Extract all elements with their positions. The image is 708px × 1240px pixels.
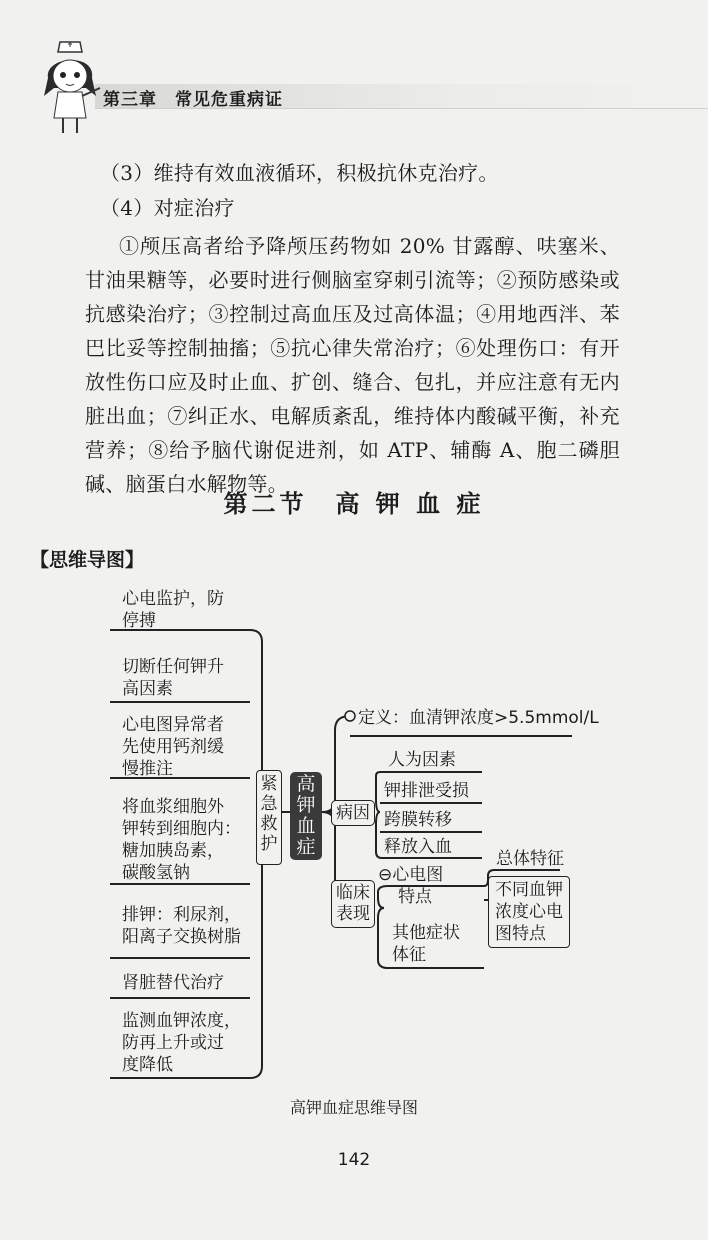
chapter-title: 第三章 常见危重病证 <box>103 90 283 110</box>
emergency-care-node: 紧 急 救 护 <box>256 770 282 865</box>
cause-item-1: 人为因素 <box>388 750 456 770</box>
symptomatic-treatment-paragraph: ①颅压高者给予降颅压药物如 20% 甘露醇、呋塞米、甘油果糖等，必要时进行侧脑室穿刺引流等；②预防感染或抗感染治疗；③控制过高血压及过高体温；④用地西泮、苯巴比妥等控制抽搐；⑤抗心律失常治疗；⑥处理伤口：有开放性伤口应及时止血、扩创、缝合、包扎，并应注意有无内脏出血；⑦纠正水、电解质紊乱，维持体内酸碱平衡，补充营养；⑧给予脑代谢促进剂，如 ATP、辅酶 A、胞二磷胆碱、脑蛋白水解物等。 <box>85 234 620 496</box>
clinical-manifestation-node: 临床 表现 <box>331 880 375 928</box>
ecg-features-node: ⊖心电图 特点 <box>378 865 444 907</box>
causes-node: 病因 <box>331 800 375 826</box>
cause-item-4: 释放入血 <box>384 837 452 857</box>
emergency-item-1: 心电监护，防 停搏 <box>122 589 224 631</box>
emergency-item-3: 心电图异常者 先使用钙剂缓 慢推注 <box>122 715 224 779</box>
ecg-overall-features: 总体特征 <box>496 849 564 869</box>
emergency-item-2: 切断任何钾升 高因素 <box>122 657 224 699</box>
section-title: 第二节 高 钾 血 症 <box>223 489 485 518</box>
ecg-by-concentration-node: 不同血钾 浓度心电 图特点 <box>488 876 570 948</box>
page-number: 142 <box>337 1150 371 1170</box>
treatment-item-3: （3）维持有效血液循环，积极抗休克治疗。 <box>100 161 499 185</box>
cause-item-3: 跨膜转移 <box>384 810 452 830</box>
other-symptoms-node: 其他症状 体征 <box>392 923 460 965</box>
mindmap-label: 【思维导图】 <box>30 549 145 571</box>
emergency-item-4: 将血浆细胞外 钾转到细胞内： 糖加胰岛素， 碳酸氢钠 <box>122 797 241 883</box>
cause-item-2: 钾排泄受损 <box>384 781 469 801</box>
treatment-item-4: （4）对症治疗 <box>100 196 235 220</box>
mindmap-caption: 高钾血症思维导图 <box>289 1098 418 1117</box>
emergency-item-6: 肾脏替代治疗 <box>122 973 224 993</box>
hyperkalemia-center-node: 高 钾 血 症 <box>290 772 322 860</box>
emergency-item-7: 监测血钾浓度， 防再上升或过 度降低 <box>122 1011 241 1075</box>
definition-node: 定义：血清钾浓度>5.5mmol/L <box>358 708 599 728</box>
emergency-item-5: 排钾：利尿剂， 阳离子交换树脂 <box>122 905 241 947</box>
